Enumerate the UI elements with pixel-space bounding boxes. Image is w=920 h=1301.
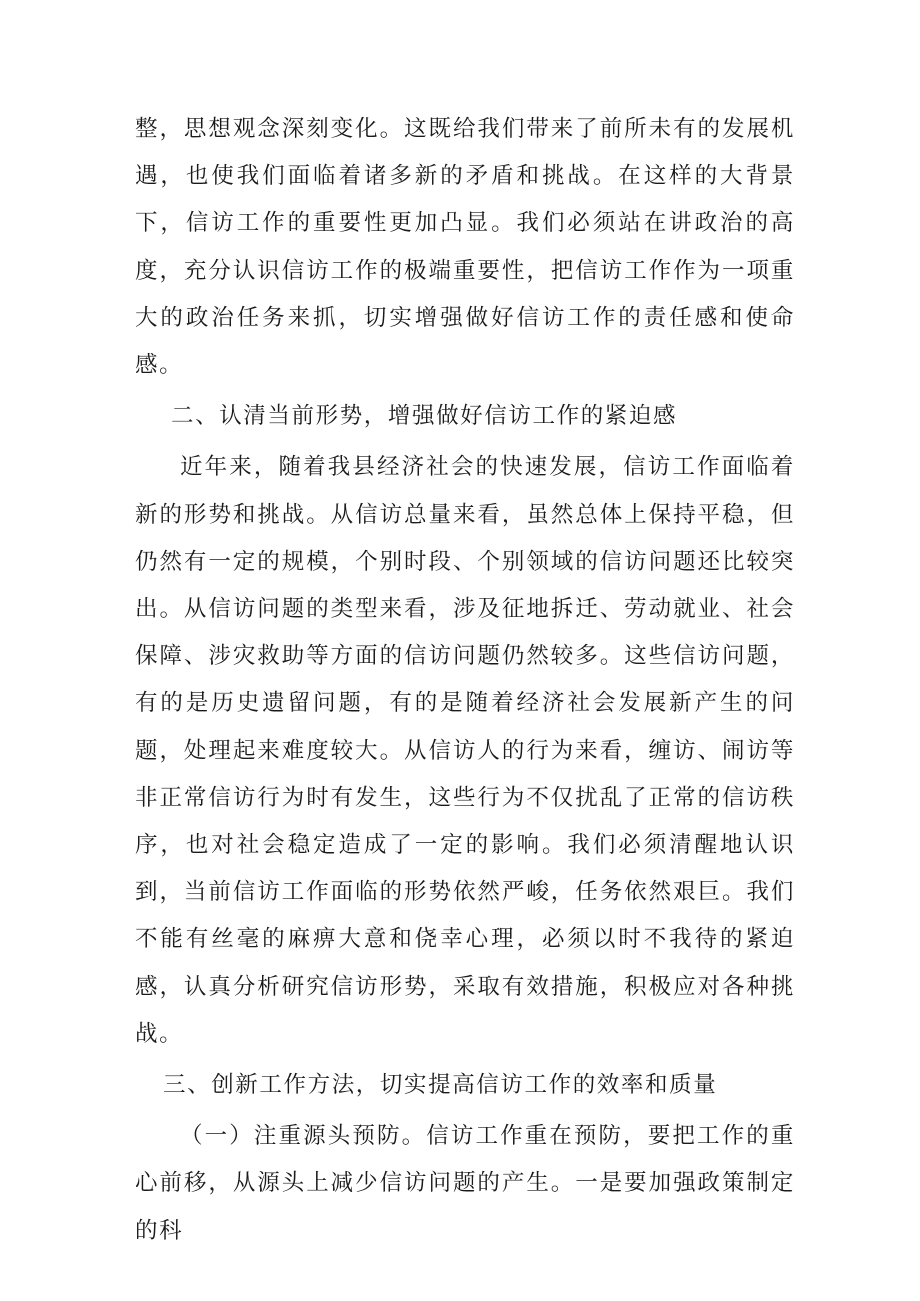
body-paragraph-3: （一）注重源头预防。信访工作重在预防，要把工作的重心前移，从源头上减少信访问题的产生。一是要加强政策制定的科 xyxy=(135,1123,795,1244)
section-heading-3: 三、创新工作方法，切实提高信访工作的效率和质量 xyxy=(163,1072,718,1099)
section-heading-2: 二、认清当前形势，增强做好信访工作的紧迫感 xyxy=(171,403,678,430)
body-paragraph-1: 整，思想观念深刻变化。这既给我们带来了前所未有的发展机遇，也使我们面临着诸多新的矛盾和挑战。在这样的大背景下，信访工作的重要性更加凸显。我们必须站在讲政治的高度，充分认识信访工作的极端重要性，把信访工作作为一项重大的政治任务来抓，切实增强做好信访工作的责任感和使命感。 xyxy=(135,116,795,379)
body-paragraph-2: 近年来，随着我县经济社会的快速发展，信访工作面临着新的形势和挑战。从信访总量来看，虽然总体上保持平稳，但仍然有一定的规模，个别时段、个别领域的信访问题还比较突出。从信访问题的类型来看，涉及征地拆迁、劳动就业、社会保障、涉灾救助等方面的信访问题仍然较多。这些信访问题，有的是历史遗留问题，有的是随着经济社会发展新产生的问题，处理起来难度较大。从信访人的行为来看，缠访、闹访等非正常信访行为时有发生，这些行为不仅扰乱了正常的信访秩序，也对社会稳定造成了一定的影响。我们必须清醒地认识到，当前信访工作面临的形势依然严峻，任务依然艰巨。我们不能有丝毫的麻痹大意和侥幸心理，必须以时不我待的紧迫感，认真分析研究信访形势，采取有效措施，积极应对各种挑战。 xyxy=(135,454,795,1047)
document-page xyxy=(135,106,795,1255)
